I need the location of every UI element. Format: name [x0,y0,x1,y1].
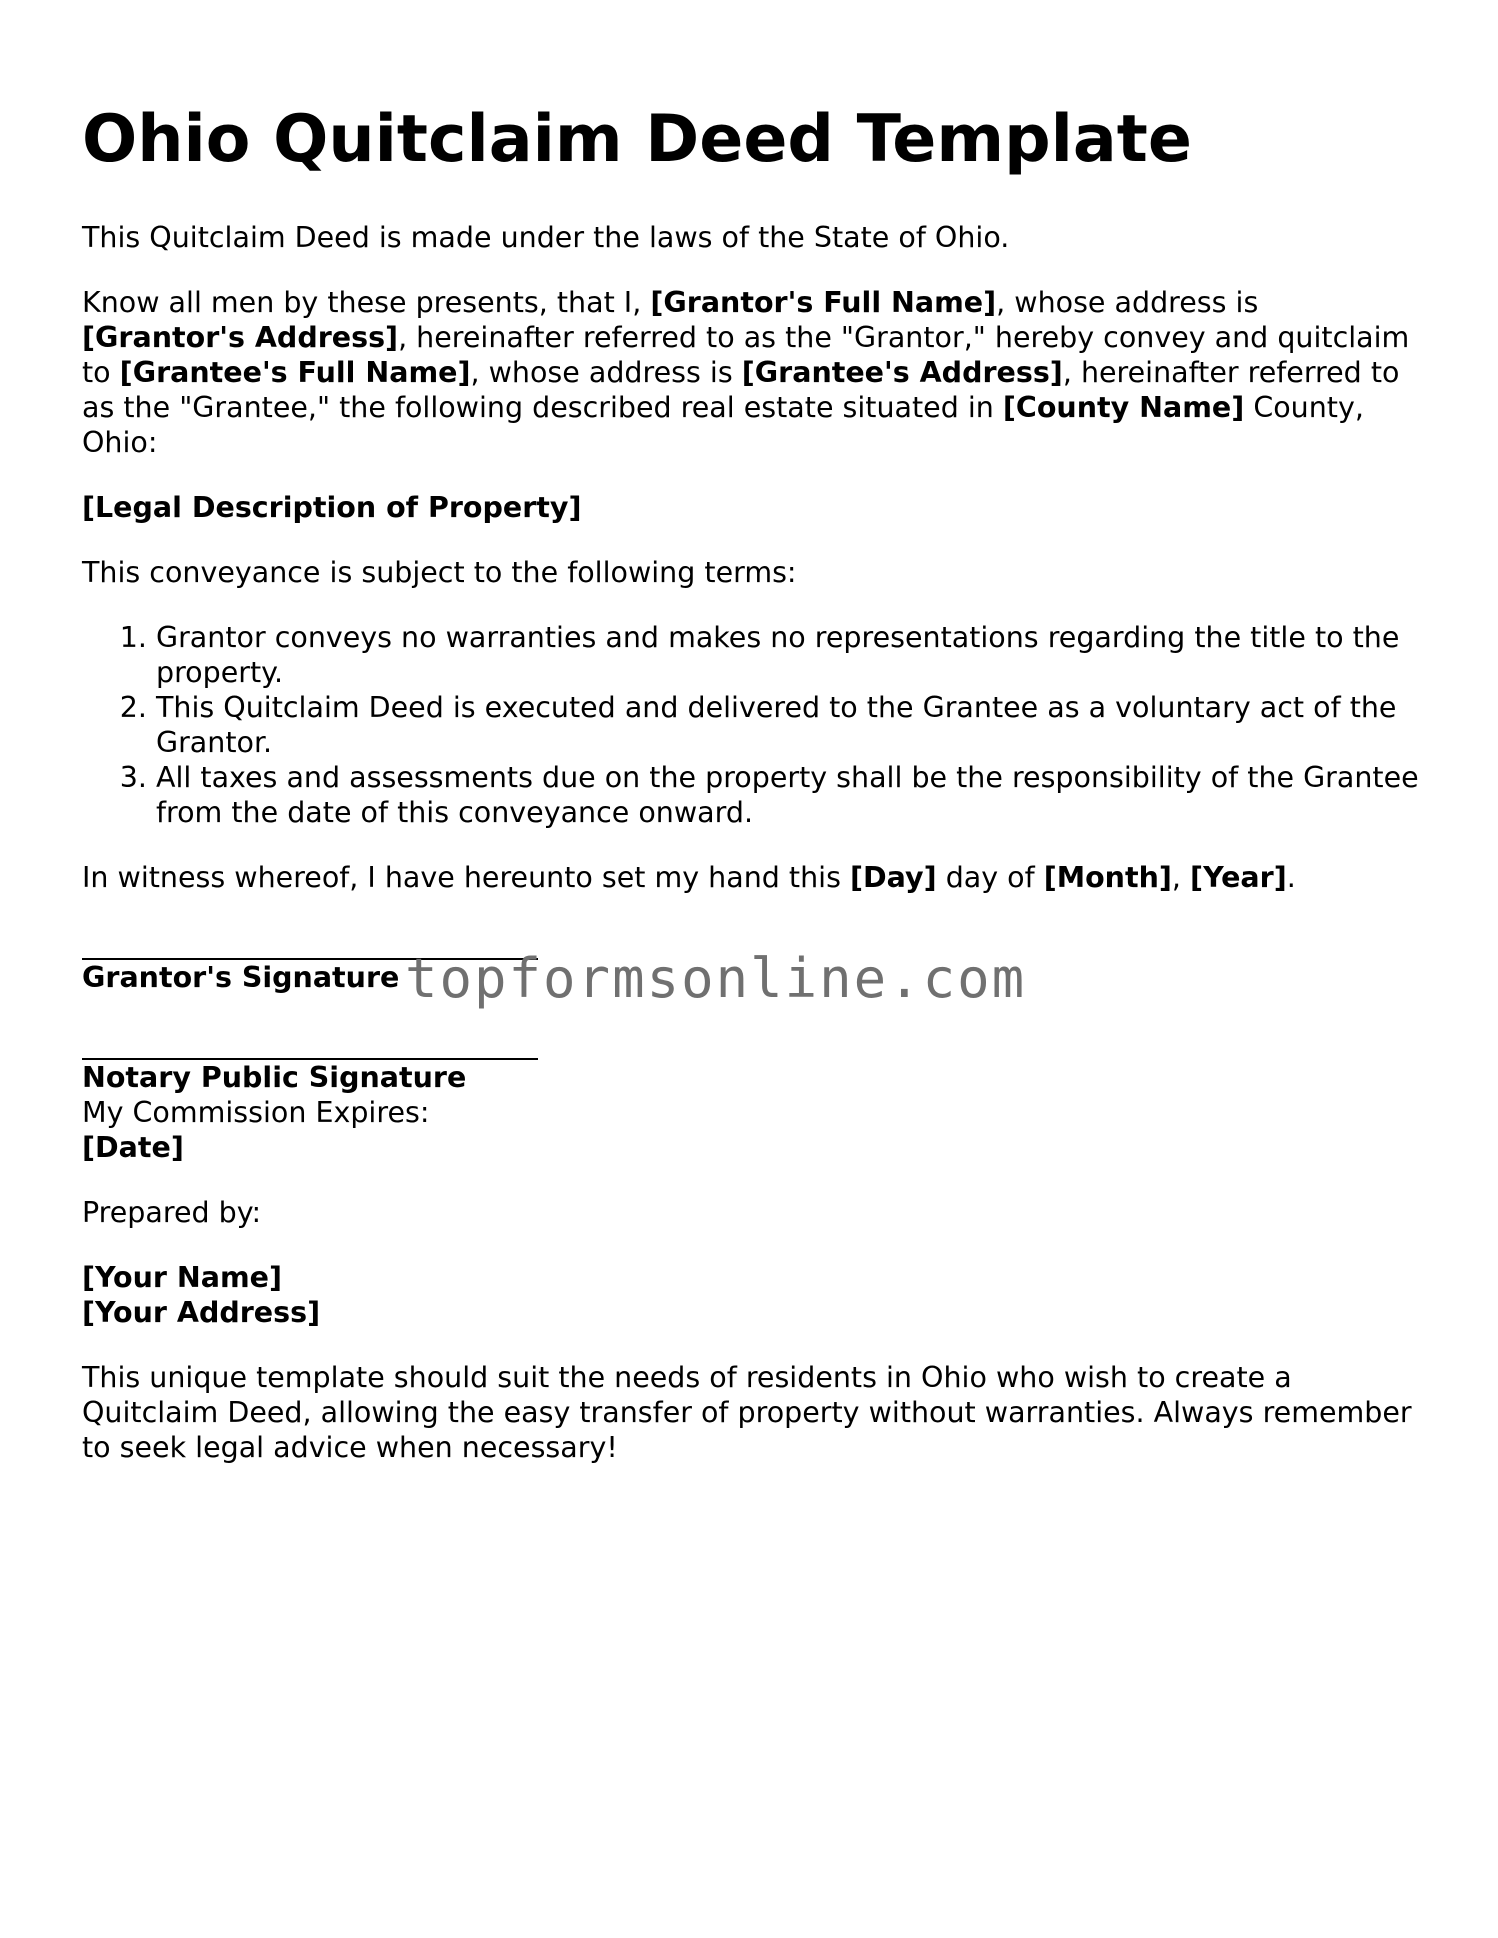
conveyance-text: , whose address is [470,356,742,389]
grantor-address-field: [Grantor's Address] [82,321,399,354]
conveyance-text: , whose address is [996,286,1259,319]
conveyance-text: , hereinafter referred to as the "Grantee," the following described real estate situated in [82,356,1400,424]
notary-signature-block [82,1025,1422,1165]
commission-text: My Commission Expires: [82,1096,430,1129]
year-field: [Year] [1190,861,1287,894]
commission-line [82,1095,1422,1165]
county-field: [County Name] [1002,391,1245,424]
month-field: [Month] [1043,861,1172,894]
witness-text: In witness whereof, I have hereunto set my hand this [82,861,850,894]
conveyance-text: , hereinafter referred to as the "Grantor," hereby convey and quitclaim to [82,321,1410,389]
conveyance-text: County, Ohio: [82,391,1364,459]
terms-list [82,620,1422,830]
intro-paragraph: This Quitclaim Deed is made under the laws of the State of Ohio. [82,221,1010,254]
list-item: 3. All taxes and assessments due on the property shall be the responsibility of the Grantee from the date of this conveyance onward. [156,760,1422,830]
day-field: [Day] [849,861,937,894]
terms-intro: This conveyance is subject to the following terms: [82,556,797,589]
legal-description-field: [Legal Description of Property] [82,491,582,524]
conveyance-text: Know all men by these presents, that I, [82,286,651,319]
page-title: Ohio Quitclaim Deed Template [82,102,1192,177]
witness-text: , [1171,861,1191,894]
legal-description [82,490,1422,525]
document [82,100,1422,1495]
watermark: topformsonline.com [405,947,1027,1010]
list-item: 2. This Quitclaim Deed is executed and delivered to the Grantee as a voluntary act of the Grantor. [156,690,1422,760]
preparer-block [82,1260,1422,1330]
list-item: 1. Grantor conveys no warranties and makes no representations regarding the title to the property. [156,620,1422,690]
closing-paragraph: This unique template should suit the needs of residents in Ohio who wish to create a Quitclaim Deed, allowing the easy transfer of property without warranties. Always remember to seek legal advice when necessary! [82,1361,1412,1464]
grantor-name-field: [Grantor's Full Name] [650,286,997,319]
preparer-address-field: [Your Address] [82,1296,321,1329]
notary-signature-line[interactable] [82,1025,538,1060]
witness-paragraph [82,860,1422,895]
preparer-name-field: [Your Name] [82,1261,283,1294]
grantor-signature-block [82,925,1422,1010]
conveyance-paragraph [82,285,1422,460]
grantee-address-field: [Grantee's Address] [741,356,1063,389]
grantor-signature-label: Grantor's Signature [82,961,400,994]
commission-date-field: [Date] [82,1131,184,1164]
prepared-by-label: Prepared by: [82,1196,262,1229]
witness-text: day of [936,861,1044,894]
grantee-name-field: [Grantee's Full Name] [119,356,471,389]
notary-signature-label: Notary Public Signature [82,1061,467,1094]
witness-text: . [1286,861,1296,894]
